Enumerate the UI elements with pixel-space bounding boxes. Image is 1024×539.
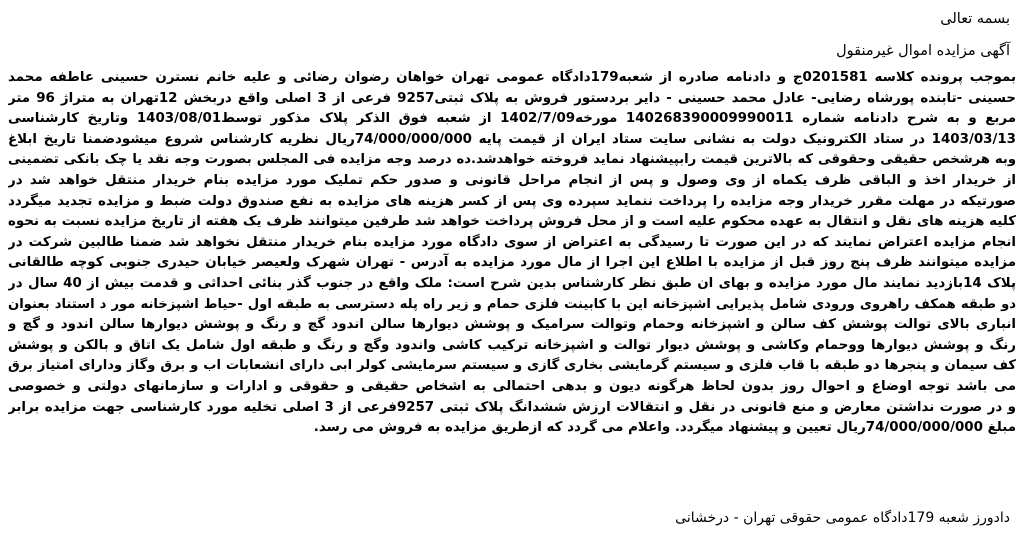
body-line: حسینی -تابنده پورشاه رضایی- عادل محمد حسینی - دایر بردستور فروش به پلاک ثبتی9257 فرعی از 3 اصلی واقع دربخش 12تهران به متراژ 96 متر [8,90,1016,106]
signature-line: دادورز شعبه 179دادگاه عمومی حقوقی تهران - درخشانی [675,510,1010,526]
document-body [8,68,1016,439]
body-line: دو طبقه همکف راهروی ورودی شامل پذیرایی اشپزخانه این با کابینت فلزی حمام و زیر راه پله دسترسی به طبقه اول -حیاط اشپزخانه مور د استناد بعنوان [8,296,1016,312]
body-line: پلاک 14بازدید نمایند مال مورد مزایده و بهای ان طبق نظر کارشناس بدین شرح است: ملک واقع در جنوب گذر بنائی احداثی و قدمت بیش از 40 سال در [8,275,1016,291]
document-title: آگهی مزایده اموال غیرمنقول [836,43,1010,59]
body-line: صورتیکه در مهلت مقرر خریدار وجه مزایده را پرداخت ننماید سپرده وی پس از کسر هزینه های مزایده به نفع صندوق دولت ضبط و مزایده تجدید میگردد [8,193,1016,209]
body-line: مبلغ 74/000/000/000ریال تعیین و پیشنهاد میگردد. واعلام می گردد که ازطریق مزایده به فروش می رسد. [313,420,1016,436]
body-line: کف سیمان و پنجرها دو طبقه با قاب فلزی و سیستم گرمایشی بخاری گازی و سیستم سرمایشی کولر ابی دارای انشعابات اب و برق وگاز ودارای امتیاز برق [8,358,1016,374]
body-line: مربع و به شرح دادنامه شماره 140268390009990011 مورخه1402/7/09 از شعبه فوق الذکر پلاک مذکور توسط1403/08/01 وتاریخ کارشناسی [8,111,1016,127]
body-line: بموجب پرونده کلاسه 0201581ج و دادنامه صادره از شعبه179دادگاه عمومی تهران خواهان رضوان رضائی و علیه خانم نسترن حسینی عاطفه محمد [8,70,1016,85]
body-line: از خریدار اخذ و الباقی ظرف یکماه از وی وصول و پس از انجام مراحل قانونی و صدور حکم تملیک مورد مزایده بنام خریدار منتقل خواهد شد در [8,172,1016,188]
body-line: 1403/03/13 در ستاد الکترونیک دولت به نشانی سایت ستاد ایران از قیمت پایه 74/000/000/000ریال نظریه کارشناس شروع میشودضمنا تاریخ ابلاغ [8,131,1016,147]
body-line: مزایده میتوانند ظرف پنج روز قبل از مزایده با اطلاع این اجرا از مال مورد مزایده به آدرس - تهران شهرک ولعیصر خیابان حیدری جنوبی کوچه طالقانی [8,255,1016,271]
body-line: انباری بالای توالت پوشش کف سالن و اشپزخانه وحمام وتوالت سرامیک و پوشش دیوارها سالن اندود گچ و رنگ و پوشش دیوارها سالن اندود و گچ و [8,317,1016,333]
body-line: می باشد توجه اوضاع و احوال روز بدون لحاظ هرگونه دیون و بدهی احتمالی به اشخاص حقیقی و حقوقی و ادارات و سازمانهای دولتی و خصوصی [8,378,1016,394]
body-line: انجام مزایده اعتراض نمایند که در این صورت تا رسیدگی به اعتراض از سوی دادگاه مورد مزایده بنام خریدار منتقل نخواهد شد ضمنا طالبین شرکت در [8,234,1016,250]
body-line: کلیه هزینه های نقل و انتقال به عهده محکوم علیه است و از محل فروش پرداخت خواهد شد طرفین میتوانند ظرف یک هفته از تاریخ مزایده نسبت به نحوه [8,214,1016,230]
basmala-heading: بسمه تعالی [940,11,1010,27]
body-line: وبه هرشخص حقیقی وحقوقی که بالاترین قیمت رابپیشنهاد نماید فروخته خواهدشد.ده درصد وجه مزایده فی المجلس بصورت وجه نقد یا چک بانکی تضمینی [8,152,1016,168]
body-line: و در صورت نداشتن معارض و منع قانونی در نقل و انتقالات ارزش ششدانگ پلاک ثبتی 9257فرعی از 3 اصلی تخلیه مورد کارشناسی جهت مزایده برابر [8,399,1016,415]
body-line: رنگ و پوشش دیوارها ووحمام وکاشی و پوشش دیوار توالت و اشپزخانه ترکیب کاشی واندود وگچ و رنگ و طبقه اول شامل یک اتاق و بالکن و پوشش [8,337,1016,353]
